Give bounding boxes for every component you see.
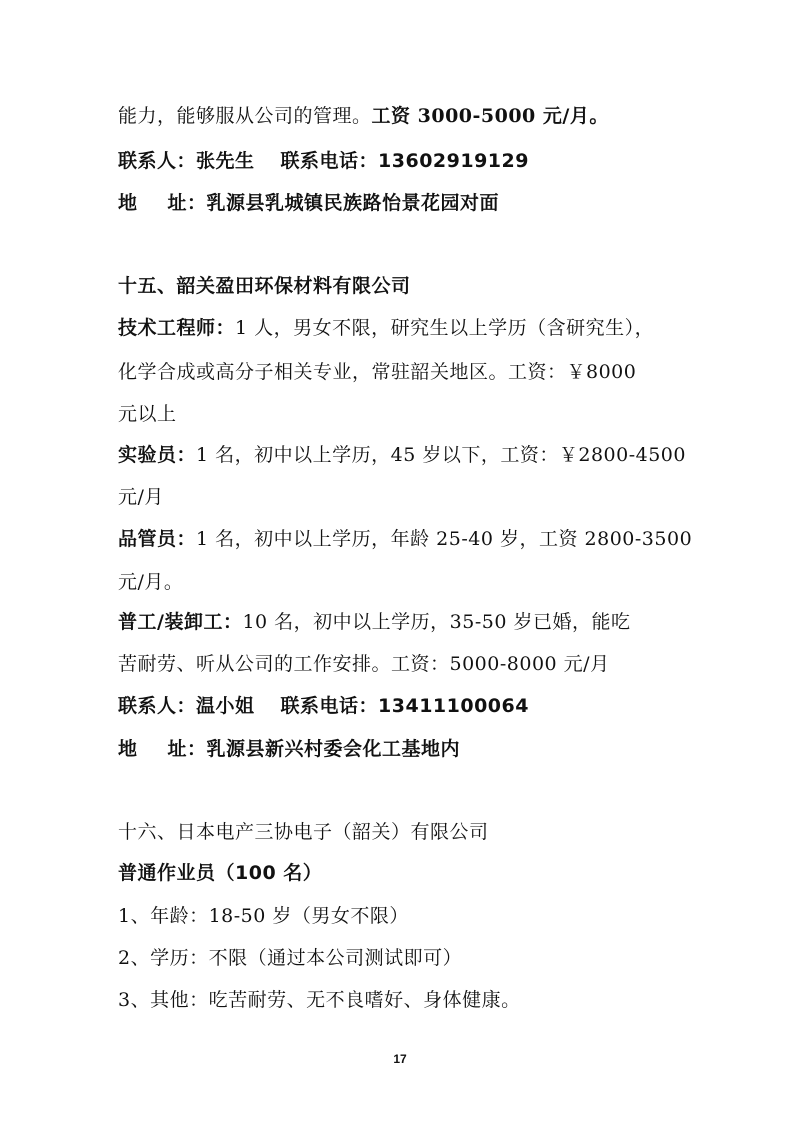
section16-requirement-age: 1、年龄：18-50 岁（男女不限） [118,905,409,927]
section15-job1-line3: 元以上 [118,403,177,425]
section15-job2-line2: 元/月 [118,486,164,508]
section15-job2-text1: 1 名，初中以上学历，45 岁以下，工资：￥2800-4500 [196,444,686,466]
section16-job-title: 普通作业员（100 名） [118,862,323,884]
section15-job2-line1 [118,443,686,467]
section15-job3-label: 品管员： [118,528,197,550]
section15-job4-line2: 苦耐劳、听从公司的工作安排。工资：5000-8000 元/月 [118,653,610,675]
section14-continuation-line [118,104,609,128]
section14-contact-line [118,149,529,173]
section15-contact-name: 温小姐 [196,695,255,717]
section15-addr-label-1: 地 [118,738,138,760]
section14-contact-label: 联系人： [118,150,197,172]
section14-address: 乳源县乳城镇民族路怡景花园对面 [206,192,500,214]
section16-requirement-other: 3、其他：吃苦耐劳、无不良嗜好、身体健康。 [118,989,521,1011]
section14-phone-label: 联系电话： [280,150,379,172]
section15-address: 乳源县新兴村委会化工基地内 [206,738,461,760]
section14-salary: 工资 3000-5000 元/月。 [371,105,609,127]
section15-job2-label: 实验员： [118,444,197,466]
section14-phone: 13602919129 [378,150,529,172]
section14-addr-label-2: 址： [167,192,207,214]
section14-addr-label-1: 地 [118,192,138,214]
section15-job4-text1: 10 名，初中以上学历，35-50 岁已婚，能吃 [242,611,631,633]
section15-job3-line1 [118,527,692,551]
section15-address-line [118,737,460,761]
section15-job1-line2: 化学合成或高分子相关专业，常驻韶关地区。工资：￥8000 [118,361,637,383]
section15-title: 十五、韶关盈田环保材料有限公司 [118,275,411,297]
section15-addr-label-2: 址： [167,738,207,760]
section14-address-line [118,191,499,215]
section15-job1-text1: 1 人，男女不限，研究生以上学历（含研究生）， [235,317,655,339]
section16-requirement-education: 2、学历：不限（通过本公司测试即可） [118,947,463,969]
section15-contact-label: 联系人： [118,695,197,717]
section15-job4-line1 [118,610,630,634]
section15-job3-text1: 1 名，初中以上学历，年龄 25-40 岁，工资 2800-3500 [196,528,693,550]
section14-contact-name: 张先生 [196,150,255,172]
section16-title: 十六、日本电产三协电子（韶关）有限公司 [118,821,489,843]
section15-contact-line [118,694,529,718]
section15-job4-label: 普工/装卸工： [118,611,243,633]
section15-phone-label: 联系电话： [280,695,379,717]
section15-job1-label: 技术工程师： [118,317,236,339]
section15-phone: 13411100064 [378,695,529,717]
section14-cont-text: 能力，能够服从公司的管理。 [118,105,372,127]
section15-job3-line2: 元/月。 [118,571,184,593]
section15-job1-line1 [118,316,654,340]
page-number: 17 [393,1052,407,1066]
